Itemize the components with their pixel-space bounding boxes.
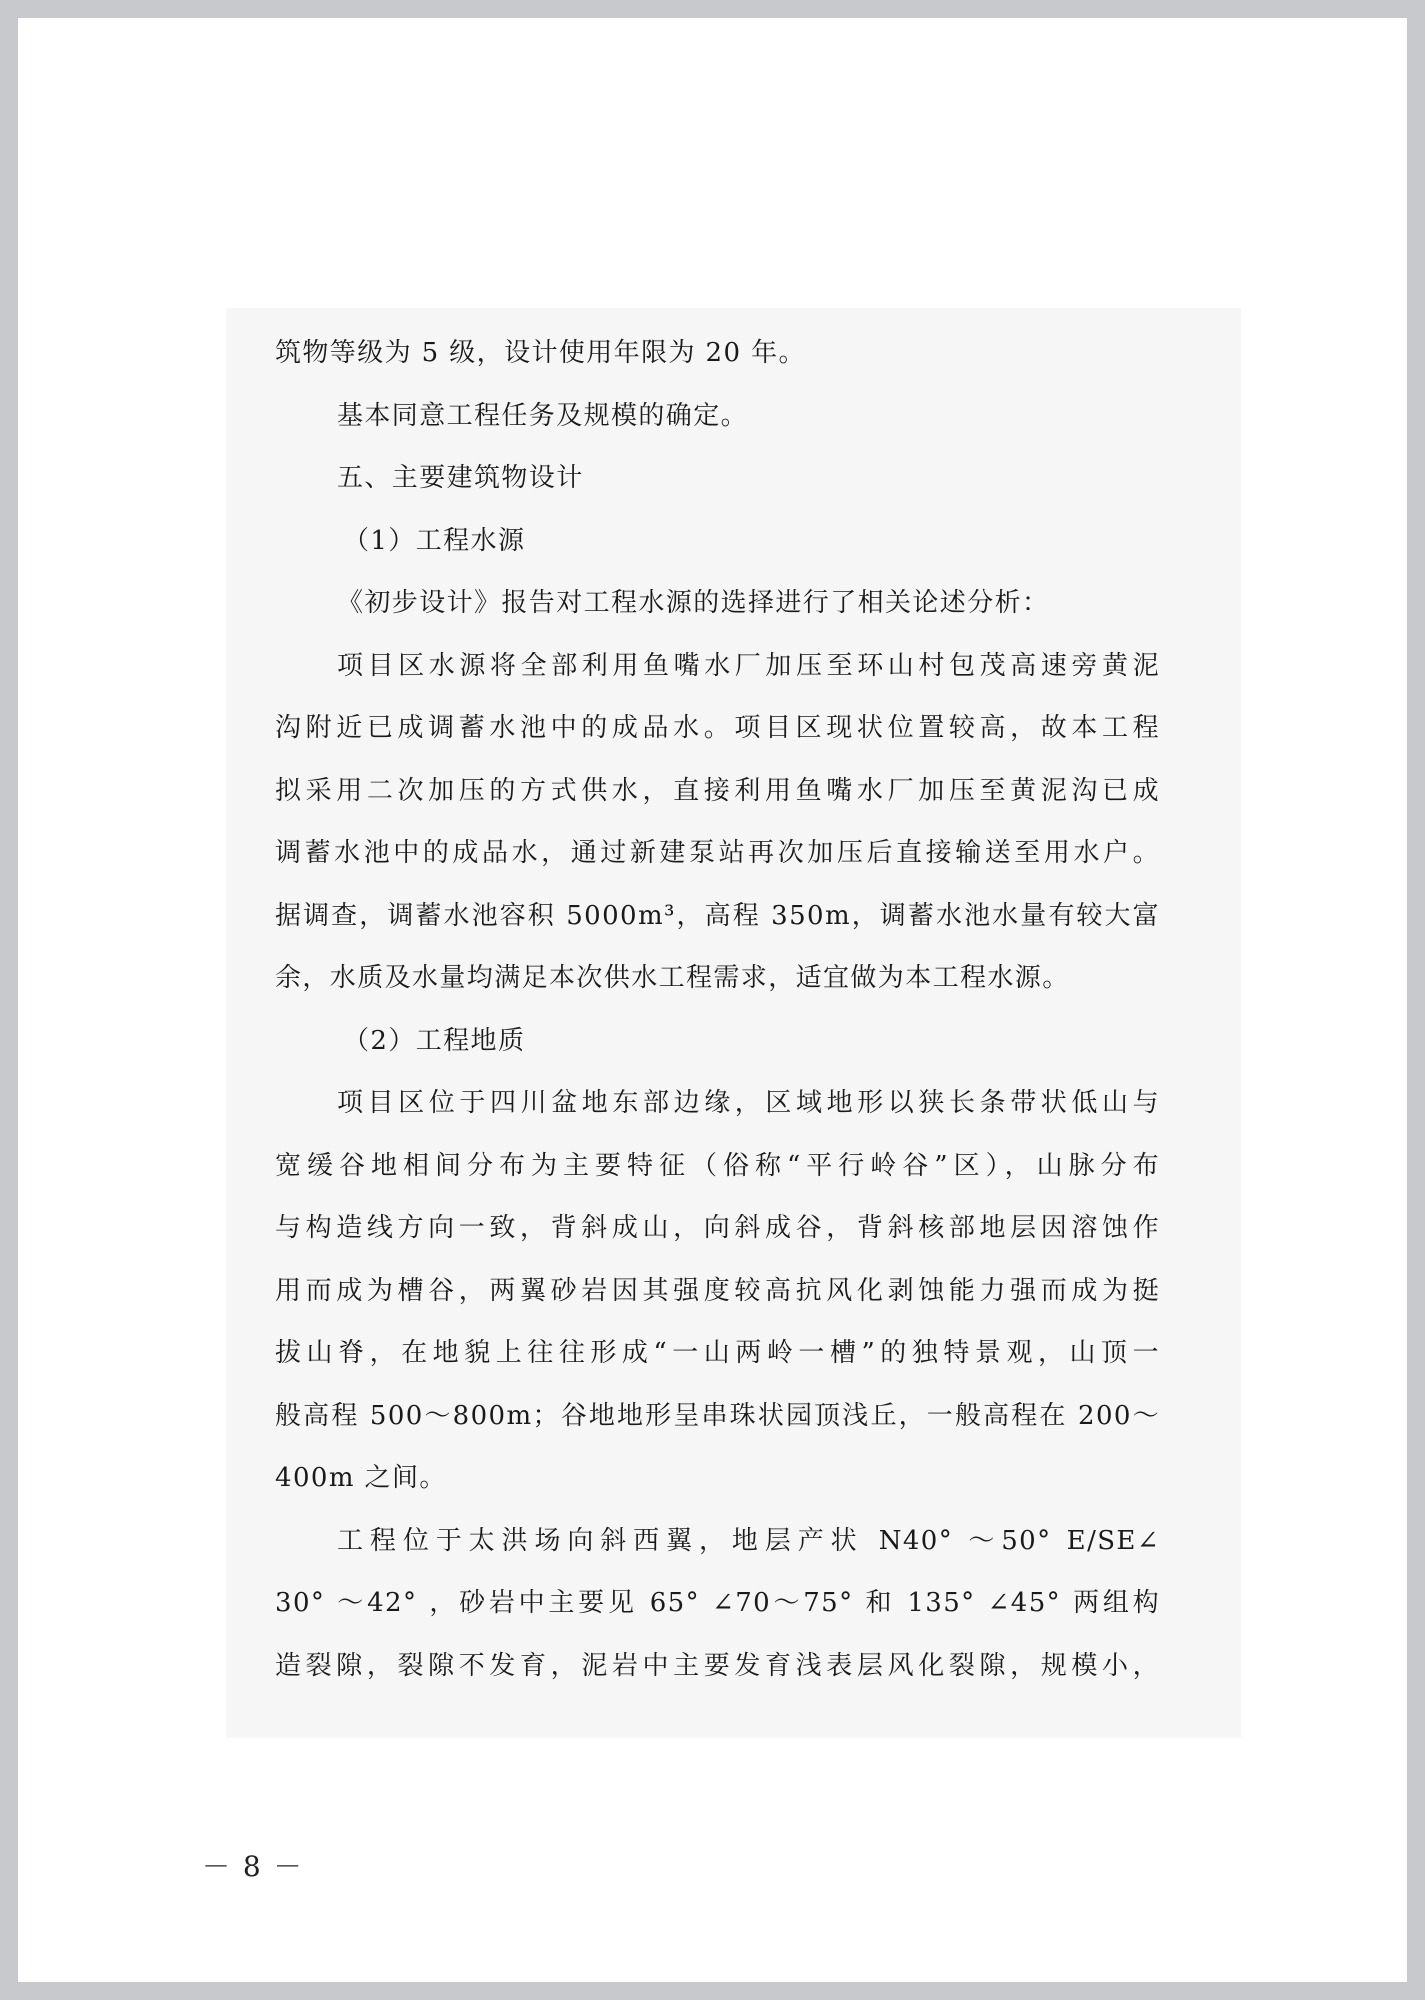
text-line: 宽缓谷地相间分布为主要特征（俗称“平行岭谷”区），山脉分布 — [275, 1150, 1160, 1181]
text-line: 造裂隙，裂隙不发育，泥岩中主要发育浅表层风化裂隙，规模小， — [275, 1650, 1160, 1681]
text-line: 项目区位于四川盆地东部边缘，区域地形以狭长条带状低山与 — [337, 1088, 1160, 1118]
text-line: 据调查，调蓄水池容积 5000m³，高程 350m，调蓄水池水量有较大富 — [275, 900, 1160, 931]
subsection-heading: （1）工程水源 — [343, 525, 526, 556]
text-line: 调蓄水池中的成品水，通过新建泵站再次加压后直接输送至用水户。 — [275, 838, 1160, 868]
text-line: 基本同意工程任务及规模的确定。 — [337, 400, 749, 431]
text-line: 般高程 500～800m；谷地地形呈串珠状园顶浅丘，一般高程在 200～ — [275, 1400, 1160, 1431]
text-line: 拔山脊，在地貌上往往形成“一山两岭一槽”的独特景观，山顶一 — [275, 1338, 1160, 1368]
text-line: 《初步设计》报告对工程水源的选择进行了相关论述分析： — [337, 588, 1050, 618]
text-line: 拟采用二次加压的方式供水，直接利用鱼嘴水厂加压至黄泥沟已成 — [275, 775, 1160, 806]
text-line: 工程位于太洪场向斜西翼，地层产状 N40° ～50° E/SE∠ — [337, 1525, 1160, 1556]
text-line: 400m 之间。 — [275, 1463, 447, 1493]
section-heading: 五、主要建筑物设计 — [337, 463, 584, 493]
text-line: 筑物等级为 5 级，设计使用年限为 20 年。 — [275, 338, 806, 368]
text-line: 沟附近已成调蓄水池中的成品水。项目区现状位置较高，故本工程 — [275, 713, 1160, 743]
page-number: － 8 － — [202, 1850, 304, 1883]
text-line: 30° ～42° ，砂岩中主要见 65° ∠70～75° 和 135° ∠45° 两组构 — [275, 1588, 1160, 1618]
text-line: 与构造线方向一致，背斜成山，向斜成谷，背斜核部地层因溶蚀作 — [275, 1213, 1160, 1243]
subsection-heading: （2）工程地质 — [343, 1025, 526, 1056]
text-line: 用而成为槽谷，两翼砂岩因其强度较高抗风化剥蚀能力强而成为挺 — [275, 1275, 1160, 1306]
text-line: 项目区水源将全部利用鱼嘴水厂加压至环山村包茂高速旁黄泥 — [337, 650, 1160, 681]
text-line: 余，水质及水量均满足本次供水工程需求，适宜做为本工程水源。 — [275, 963, 1070, 993]
document-body — [275, 322, 1160, 1697]
